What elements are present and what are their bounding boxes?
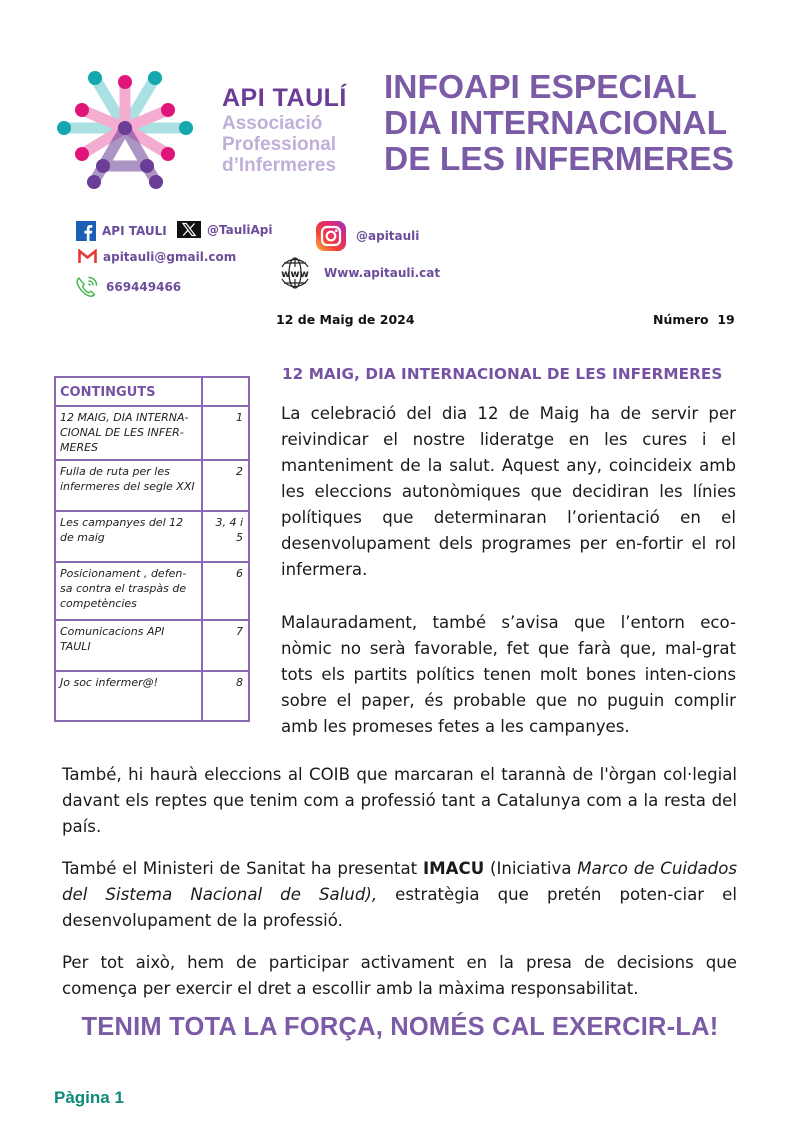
instagram-label: @apitauli	[356, 229, 420, 243]
toc-header: CONTINGUTS	[55, 377, 202, 406]
toc-item-page: 2	[202, 460, 249, 511]
page-number: Pàgina 1	[54, 1088, 124, 1107]
contact-website[interactable]	[278, 257, 440, 289]
italic-run: Marco de Cuidados del Sistema Nacional de Salud),	[62, 859, 737, 904]
title-line: DIA INTERNACIONAL	[384, 105, 728, 142]
gmail-icon	[78, 249, 97, 264]
toc-item-label[interactable]: Fulla de ruta per les infermeres del segle XXI	[55, 460, 202, 511]
toc-item-label[interactable]: 12 MAIG, DIA INTERNA-CIONAL DE LES INFER-MERES	[55, 406, 202, 460]
x-icon	[177, 221, 201, 238]
toc-row[interactable]	[55, 460, 249, 511]
article-heading: 12 MAIG, DIA INTERNACIONAL DE LES INFERMERES	[282, 365, 723, 383]
facebook-icon	[76, 221, 96, 241]
contact-facebook[interactable]	[76, 221, 167, 241]
toc-row[interactable]	[55, 620, 249, 671]
toc-row[interactable]	[55, 671, 249, 721]
contact-phone[interactable]	[74, 274, 181, 300]
x-label: @TauliApi	[207, 222, 273, 237]
www-globe-icon	[278, 257, 312, 289]
title-line: DE LES INFERMERES	[384, 141, 734, 178]
email-label: apitauli@gmail.com	[103, 249, 237, 264]
api-tauli-logo-icon	[55, 66, 195, 194]
phone-label: 669449466	[106, 280, 182, 294]
table-of-contents	[54, 376, 250, 722]
text-run: També el Ministeri de Sanitat ha presentat	[62, 859, 423, 878]
phone-icon	[74, 274, 100, 300]
toc-item-label[interactable]: Comunicacions API TAULI	[55, 620, 202, 671]
toc-row[interactable]	[55, 562, 249, 620]
toc-header-page	[202, 377, 249, 406]
toc-item-label[interactable]: Les campanyes del 12 de maig	[55, 511, 202, 562]
contact-x[interactable]	[177, 221, 273, 238]
text-run: (Iniciativa	[484, 859, 578, 878]
facebook-label: API TAULI	[102, 224, 167, 238]
toc-item-label[interactable]: Posicionament , defen-sa contra el traspàs de competències	[55, 562, 202, 620]
toc-row[interactable]	[55, 406, 249, 460]
slogan: TENIM TOTA LA FORÇA, NOMÉS CAL EXERCIR-LA!	[81, 1013, 719, 1041]
toc-item-page: 8	[202, 671, 249, 721]
article-paragraph: Per tot això, hem de participar activament en la presa de decisions que comença per exercir el dret a escollir amb la màxima responsabilitat.	[62, 953, 737, 998]
newsletter-title	[384, 70, 744, 178]
issue-number: Número 19	[653, 312, 735, 327]
brand-name: API TAULÍ	[222, 84, 347, 112]
article-paragraph: També, hi haurà eleccions al COIB que marcaran el tarannà de l'òrgan col·legial davant els reptes que tenim com a professió tant a Catalunya com a la resta del país.	[62, 765, 737, 836]
website-label: Www.apitauli.cat	[324, 266, 441, 280]
contact-instagram[interactable]	[316, 221, 419, 251]
text-run: estratègia que pretén poten-ciar el desenvolupament de la professió.	[62, 885, 737, 930]
brand-subtitle-line: d’Infermeres	[222, 155, 337, 176]
brand-subtitle-line: Professional	[222, 134, 337, 155]
brand-subtitle	[222, 113, 336, 176]
article-paragraph	[62, 856, 737, 934]
issue-date: 12 de Maig de 2024	[276, 312, 415, 327]
toc-item-page: 1	[202, 406, 249, 460]
brand-subtitle-line: Associació	[222, 113, 323, 134]
instagram-icon	[316, 221, 346, 251]
svg-text:www: www	[281, 269, 309, 280]
imacu-bold: IMACU	[422, 859, 485, 878]
toc-item-label[interactable]: Jo soc infermer@!	[55, 671, 202, 721]
toc-item-page: 3, 4 i 5	[202, 511, 249, 562]
toc-item-page: 7	[202, 620, 249, 671]
toc-row[interactable]	[55, 511, 249, 562]
contact-email[interactable]	[78, 249, 236, 264]
toc-item-page: 6	[202, 562, 249, 620]
title-line: INFOAPI ESPECIAL	[384, 69, 697, 106]
article-paragraph: La celebració del dia 12 de Maig ha de servir per reivindicar el nostre lideratge en les cures i el manteniment de la salut. Aquest any, coincideix amb les eleccions autonòmiques que decidiran les línies polítiques que determinaran l’orientació en el desenvolupament dels programes per en-fortir el rol infermera.	[281, 404, 736, 579]
article-paragraph: Malauradament, també s’avisa que l’entorn eco-nòmic no serà favorable, fet que farà que, mal-grat tots els partits polítics tenen molt bones inten-cions sobre el paper, és probable que no puguin complir amb les promeses fetes a les campanyes.	[281, 613, 736, 736]
